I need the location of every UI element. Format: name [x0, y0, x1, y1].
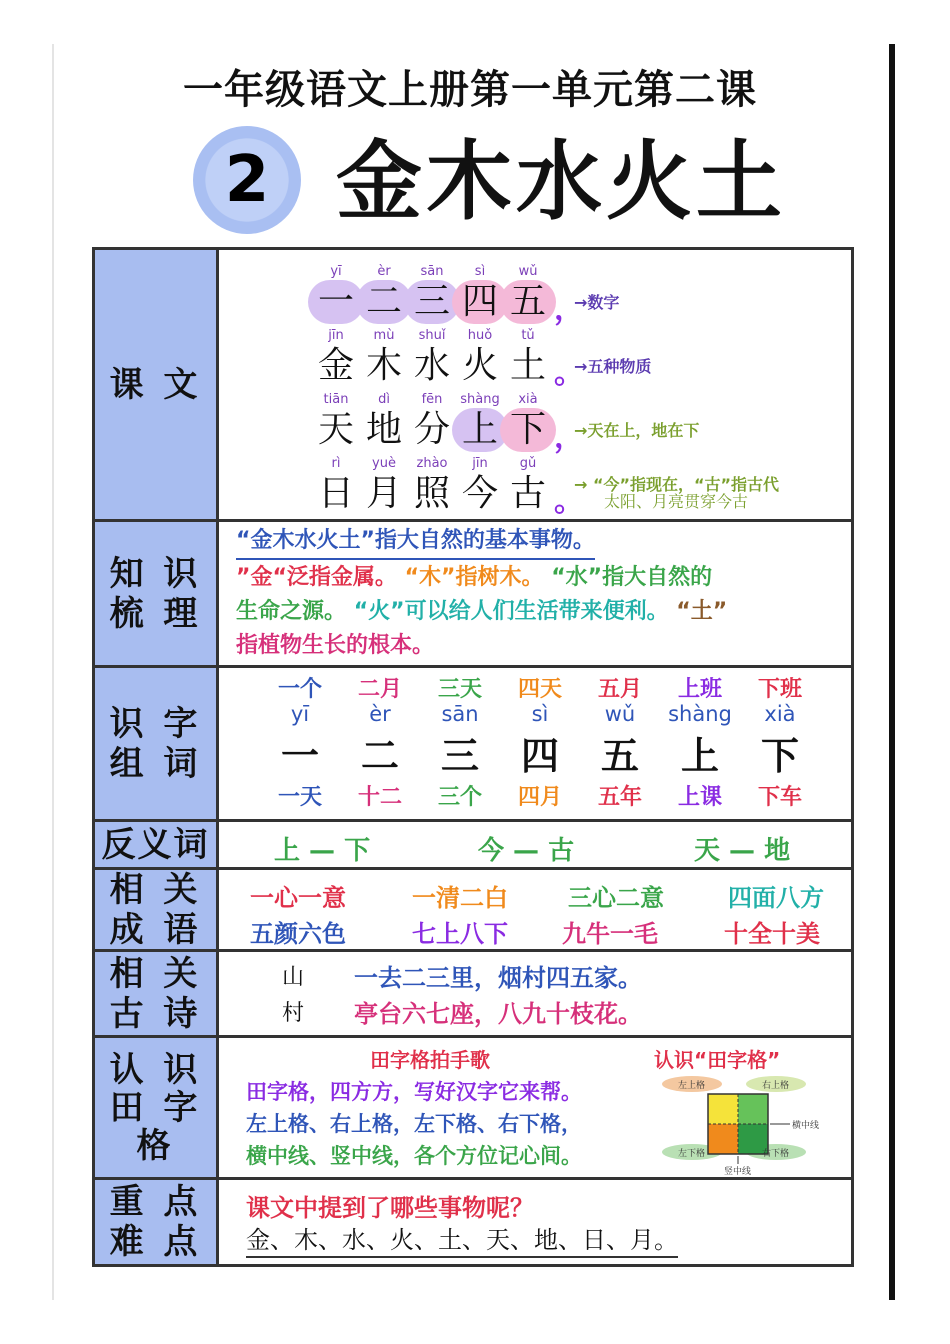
grid-label-bl: 左下格 [678, 1149, 706, 1159]
grid-label-br: 右下格 [762, 1149, 790, 1159]
tianzige-content [222, 1038, 851, 1177]
poem-title: 山 [282, 965, 305, 990]
word-column: 上班 shàng 上 上课 [668, 677, 732, 810]
idiom: 一心一意 [250, 884, 346, 912]
row-zhishi [95, 522, 851, 668]
grid-bottom-left [708, 1124, 738, 1154]
row-zhongdian [95, 1180, 851, 1264]
kw-note: →天在上，地在下 [574, 421, 700, 440]
kw-char: mù 木 [365, 328, 402, 386]
idiom: 十全十美 [724, 920, 820, 948]
word-column: 下班 xià 下 下车 [757, 677, 802, 810]
row-fanyi [95, 822, 851, 870]
kw-punct: ， [554, 420, 584, 455]
kw-char: jīn 金 [317, 328, 354, 386]
lesson-number-badge: 2 [193, 126, 301, 234]
kw-punct: ， [554, 292, 584, 327]
grid-label-v: 竖中线 [724, 1167, 752, 1176]
fanyi-content [222, 822, 851, 867]
label-fanyi: 反义词 [95, 822, 219, 867]
row-shizi [95, 668, 851, 822]
poem-title: 村 [282, 1001, 305, 1026]
key-question: 课文中提到了哪些事物呢？ [246, 1194, 534, 1222]
kw-char: rì 日 [317, 456, 354, 514]
idiom: 三心二意 [568, 884, 664, 912]
kw-char: tǔ 土 [509, 328, 546, 386]
label-tianzige: 认 识 田 字 格 [95, 1038, 219, 1177]
word-column: 四天 sì 四 四月 [517, 677, 562, 810]
kw-char: yī 一 [308, 264, 364, 324]
page-title: 一年级语文上册第一单元第二课 [183, 67, 757, 113]
kw-char: gǔ 古 [509, 456, 546, 514]
label-gushi: 相 关 古 诗 [95, 952, 219, 1035]
kw-char: zhào 照 [413, 456, 450, 514]
song-line: 横中线、竖中线，各个方位记心间。 [246, 1144, 582, 1168]
shizi-content [222, 668, 851, 819]
kw-note: →五种物质 [574, 357, 652, 376]
idiom: 九牛一毛 [562, 920, 658, 948]
grid-label-tl: 左上格 [678, 1081, 706, 1091]
idiom: 四面八方 [728, 884, 824, 912]
kw-char: tiān 天 [317, 392, 354, 450]
kw-char: èr 二 [356, 264, 412, 324]
word-column: 五月 wǔ 五 五年 [597, 677, 642, 810]
page-edge-left [52, 44, 54, 1300]
idiom: 一清二白 [412, 884, 508, 912]
knowledge-line: ”金“泛指金属。 “木”指树木。 “水”指大自然的 [236, 565, 713, 590]
diagram-title: 认识“田字格” [654, 1048, 781, 1072]
word-column: 一个 yī 一 一天 [277, 677, 322, 810]
zhishi-content [222, 522, 851, 665]
zhongdian-content [222, 1180, 851, 1264]
kw-char: shuǐ 水 [413, 328, 450, 386]
page-edge-right [889, 44, 895, 1300]
kw-char: huǒ 火 [461, 328, 498, 386]
knowledge-line: 指植物生长的根本。 [236, 633, 435, 658]
label-shizi: 识 字 组 词 [95, 668, 219, 819]
lesson-table [92, 247, 854, 1267]
label-zhongdian: 重 点 难 点 [95, 1180, 219, 1264]
kw-char: sān 三 [404, 264, 460, 324]
kw-punct: 。 [554, 356, 584, 391]
song-line: 田字格，四方方，写好汉字它来帮。 [246, 1080, 582, 1104]
kewen-content [222, 250, 851, 519]
row-chengyu [95, 870, 851, 952]
kw-char: dì 地 [365, 392, 402, 450]
grid-top-right [738, 1094, 768, 1124]
word-column: 三天 sān 三 三个 [437, 677, 482, 810]
kw-char: xià 下 [500, 392, 556, 452]
row-kewen [95, 250, 851, 522]
lesson-title: 金木水火土 [336, 132, 786, 232]
idiom: 五颜六色 [250, 920, 346, 948]
grid-top-left [708, 1094, 738, 1124]
kw-char: shàng 上 [452, 392, 508, 452]
song-line: 左上格、右上格，左下格、右下格， [246, 1112, 582, 1136]
idiom: 七上八下 [412, 920, 508, 948]
poem-line: 一去二三里，烟村四五家。 [354, 964, 642, 992]
grid-label-h: 横中线 [792, 1121, 820, 1131]
antonym-pair: 天 — 地 [694, 836, 791, 866]
chengyu-content [222, 870, 851, 949]
row-gushi [95, 952, 851, 1038]
kw-char: jīn 今 [461, 456, 498, 514]
song-title: 田字格拍手歌 [370, 1048, 490, 1072]
antonym-pair: 今 — 古 [478, 836, 575, 866]
row-tianzige [95, 1038, 851, 1180]
knowledge-line: “金木水火土”指大自然的基本事物。 [236, 524, 595, 560]
kw-char: wǔ 五 [500, 264, 556, 324]
key-answer: 金、木、水、火、土、天、地、日、月。 [246, 1224, 678, 1258]
gushi-content [222, 952, 851, 1035]
label-chengyu: 相 关 成 语 [95, 870, 219, 949]
kw-note: → “今”指现在，“古”指古代 [574, 475, 780, 494]
tianzige-grid-diagram [658, 1076, 838, 1176]
kw-punct: 。 [554, 484, 584, 519]
grid-label-tr: 右上格 [762, 1081, 790, 1091]
poem-line: 亭台六七座，八九十枝花。 [354, 1000, 642, 1028]
kw-char: sì 四 [452, 264, 508, 324]
knowledge-line: 生命之源。 “火”可以给人们生活带来便利。 “土” [236, 599, 728, 624]
label-zhishi: 知 识 梳 理 [95, 522, 219, 665]
kw-char: fēn 分 [413, 392, 450, 450]
word-column: 二月 èr 二 十二 [357, 677, 402, 810]
kw-note: →数字 [574, 293, 620, 312]
antonym-pair: 上 — 下 [274, 836, 371, 866]
kw-char: yuè 月 [365, 456, 402, 514]
kw-note-2: 太阳、月亮贯穿今古 [604, 492, 749, 511]
label-kewen: 课 文 [95, 250, 219, 519]
